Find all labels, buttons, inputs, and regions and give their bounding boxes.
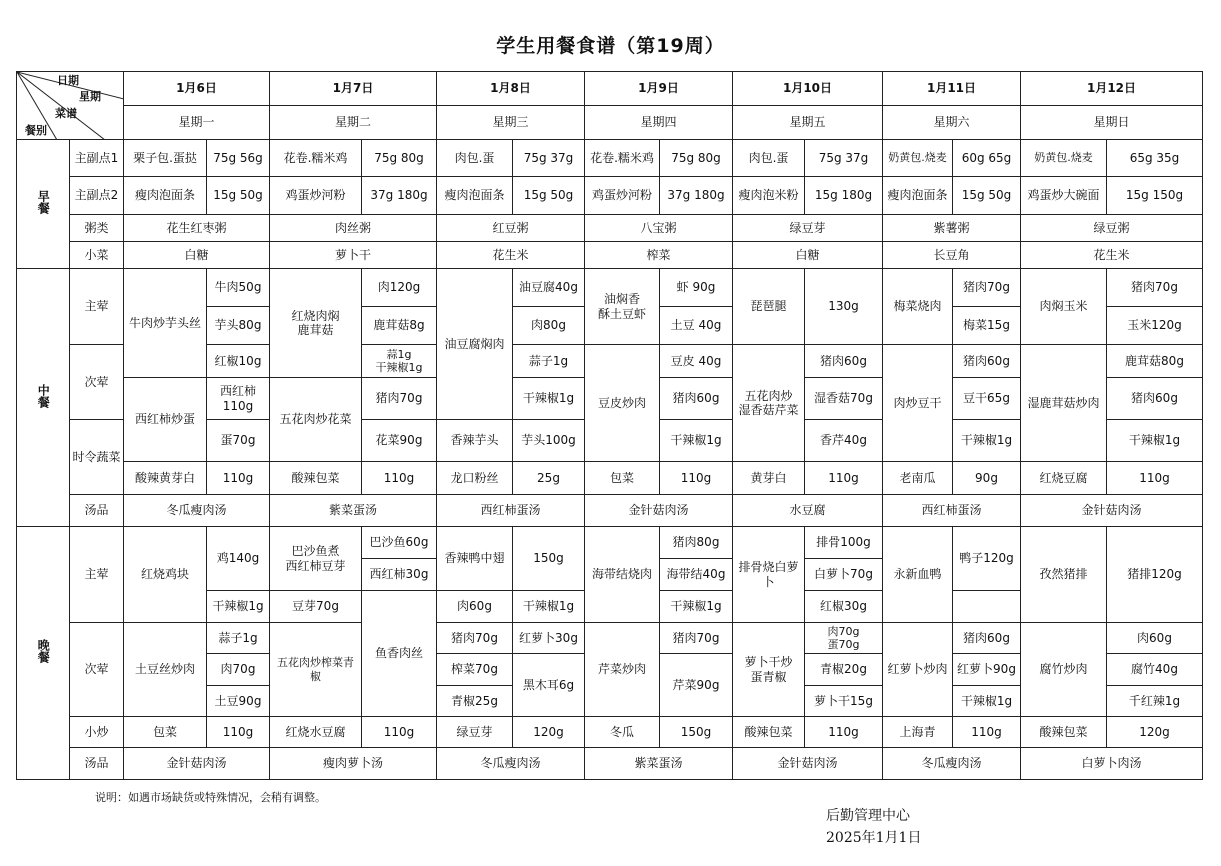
qty-cell: 青椒20g bbox=[805, 654, 883, 686]
qty-cell: 蛋70g bbox=[207, 420, 270, 462]
soup-cell: 西红柿蛋汤 bbox=[883, 495, 1021, 527]
qty-cell: 75g 80g bbox=[660, 140, 733, 177]
corner-cell bbox=[17, 72, 124, 140]
qty-cell: 豆干65g bbox=[953, 378, 1021, 420]
qty-cell: 猪肉70g bbox=[1107, 269, 1203, 307]
qty-cell: 梅菜15g bbox=[953, 307, 1021, 345]
dish-cell: 梅菜烧肉 bbox=[883, 269, 953, 345]
category-label: 汤品 bbox=[70, 748, 124, 780]
qty-cell: 150g bbox=[660, 717, 733, 748]
dish-cell: 鸡蛋炒河粉 bbox=[270, 177, 362, 215]
dish-cell: 瘦肉泡面条 bbox=[124, 177, 207, 215]
dish-cell: 五花肉炒榨菜青 椒 bbox=[270, 623, 362, 717]
porridge-cell: 花生红枣粥 bbox=[124, 215, 270, 242]
dish-cell: 红烧鸡块 bbox=[124, 527, 207, 623]
weekday-cell: 星期四 bbox=[585, 106, 733, 140]
qty-cell: 芹菜90g bbox=[660, 654, 733, 717]
qty-cell: 西红柿110g bbox=[207, 378, 270, 420]
soup-cell: 冬瓜瘦肉汤 bbox=[437, 748, 585, 780]
qty-cell: 干辣椒1g bbox=[513, 378, 585, 420]
qty-cell: 豆芽70g bbox=[270, 591, 362, 623]
dish-cell: 瘦肉泡米粉 bbox=[733, 177, 805, 215]
side-cell: 萝卜干 bbox=[270, 242, 437, 269]
side-cell: 白糖 bbox=[124, 242, 270, 269]
dish-cell: 海带结烧肉 bbox=[585, 527, 660, 623]
dish-cell: 酸辣包菜 bbox=[733, 717, 805, 748]
qty-cell: 110g bbox=[953, 717, 1021, 748]
date-cell: 1月8日 bbox=[437, 72, 585, 106]
qty-cell: 牛肉50g bbox=[207, 269, 270, 307]
category-label: 次荤 bbox=[70, 623, 124, 717]
qty-cell: 猪肉80g bbox=[660, 527, 733, 559]
dish-cell: 上海青 bbox=[883, 717, 953, 748]
qty-cell: 15g 150g bbox=[1107, 177, 1203, 215]
dish-cell: 红烧水豆腐 bbox=[270, 717, 362, 748]
qty-cell: 猪肉60g bbox=[953, 345, 1021, 378]
qty-cell: 虾 90g bbox=[660, 269, 733, 307]
qty-cell: 红萝卜90g bbox=[953, 654, 1021, 686]
corner-meal-label: 餐别 bbox=[25, 124, 47, 137]
menu-table bbox=[16, 71, 1203, 780]
qty-cell: 海带结40g bbox=[660, 559, 733, 591]
dish-cell: 冬瓜 bbox=[585, 717, 660, 748]
qty-cell: 干辣椒1g bbox=[953, 420, 1021, 462]
porridge-cell: 红豆粥 bbox=[437, 215, 585, 242]
qty-cell: 75g 56g bbox=[207, 140, 270, 177]
qty-cell: 15g 50g bbox=[953, 177, 1021, 215]
soup-cell: 紫菜蛋汤 bbox=[585, 748, 733, 780]
side-cell: 白糖 bbox=[733, 242, 883, 269]
weekday-cell: 星期五 bbox=[733, 106, 883, 140]
qty-cell: 75g 37g bbox=[513, 140, 585, 177]
soup-cell: 白萝卜肉汤 bbox=[1021, 748, 1203, 780]
dish-cell: 五花肉炒 湿香菇芹菜 bbox=[733, 345, 805, 462]
dish-cell: 西红柿炒蛋 bbox=[124, 378, 207, 462]
qty-cell: 肉120g bbox=[362, 269, 437, 307]
dish-cell: 鱼香肉丝 bbox=[362, 591, 437, 717]
qty-cell: 75g 80g bbox=[362, 140, 437, 177]
dish-cell: 芹菜炒肉 bbox=[585, 623, 660, 717]
soup-cell: 西红柿蛋汤 bbox=[437, 495, 585, 527]
weekday-cell: 星期二 bbox=[270, 106, 437, 140]
dish-cell: 老南瓜 bbox=[883, 462, 953, 495]
porridge-cell: 绿豆芽 bbox=[733, 215, 883, 242]
qty-cell: 芋头80g bbox=[207, 307, 270, 345]
qty-cell: 青椒25g bbox=[437, 686, 513, 717]
qty-cell: 红椒30g bbox=[805, 591, 883, 623]
qty-cell: 110g bbox=[805, 462, 883, 495]
qty-cell: 萝卜干15g bbox=[805, 686, 883, 717]
dish-cell: 瘦肉泡面条 bbox=[883, 177, 953, 215]
category-label: 时令蔬菜 bbox=[70, 420, 124, 495]
qty-cell: 25g bbox=[513, 462, 585, 495]
qty-cell: 65g 35g bbox=[1107, 140, 1203, 177]
weekday-cell: 星期六 bbox=[883, 106, 1021, 140]
dish-cell: 孜然猪排 bbox=[1021, 527, 1107, 623]
footer-org: 后勤管理中心 bbox=[826, 808, 910, 824]
dish-cell: 牛肉炒芋头丝 bbox=[124, 269, 207, 378]
dish-cell: 巴沙鱼煮 西红柿豆芽 bbox=[270, 527, 362, 591]
qty-cell: 120g bbox=[1107, 717, 1203, 748]
qty-cell: 15g 50g bbox=[513, 177, 585, 215]
note-text: 说明：如遇市场缺货或特殊情况，会稍有调整。 bbox=[95, 791, 326, 804]
dish-cell: 花卷.糯米鸡 bbox=[270, 140, 362, 177]
category-label: 次荤 bbox=[70, 345, 124, 420]
qty-cell: 110g bbox=[207, 462, 270, 495]
qty-cell: 土豆 40g bbox=[660, 307, 733, 345]
date-cell: 1月12日 bbox=[1021, 72, 1203, 106]
dish-cell: 栗子包.蛋挞 bbox=[124, 140, 207, 177]
qty-cell: 干辣椒1g bbox=[1107, 420, 1203, 462]
qty-cell: 110g bbox=[362, 717, 437, 748]
side-cell: 榨菜 bbox=[585, 242, 733, 269]
qty-cell: 干辣椒1g bbox=[513, 591, 585, 623]
qty-cell: 红萝卜30g bbox=[513, 623, 585, 654]
dish-cell: 永新血鸭 bbox=[883, 527, 953, 623]
dish-cell: 花卷.糯米鸡 bbox=[585, 140, 660, 177]
dish-cell: 奶黄包.烧麦 bbox=[883, 140, 953, 177]
soup-cell: 冬瓜瘦肉汤 bbox=[883, 748, 1021, 780]
dish-cell: 龙口粉丝 bbox=[437, 462, 513, 495]
side-cell: 花生米 bbox=[437, 242, 585, 269]
dish-cell: 五花肉炒花菜 bbox=[270, 378, 362, 462]
qty-cell: 110g bbox=[362, 462, 437, 495]
meal-label-dinner: 晚餐 bbox=[17, 527, 70, 780]
qty-cell: 肉60g bbox=[437, 591, 513, 623]
qty-cell: 干辣椒1g bbox=[953, 686, 1021, 717]
qty-cell: 干辣椒1g bbox=[660, 591, 733, 623]
qty-cell: 黑木耳6g bbox=[513, 654, 585, 717]
qty-cell: 蒜1g 干辣椒1g bbox=[362, 345, 437, 378]
qty-cell: 肉80g bbox=[513, 307, 585, 345]
qty-cell: 土豆90g bbox=[207, 686, 270, 717]
qty-cell: 花菜90g bbox=[362, 420, 437, 462]
category-label: 主荤 bbox=[70, 527, 124, 623]
porridge-cell: 肉丝粥 bbox=[270, 215, 437, 242]
qty-cell: 猪肉60g bbox=[1107, 378, 1203, 420]
soup-cell: 金针菇肉汤 bbox=[733, 748, 883, 780]
footer-date: 2025年1月1日 bbox=[826, 830, 922, 846]
dish-cell: 香辣鸭中翅 bbox=[437, 527, 513, 591]
qty-cell: 鸭子120g bbox=[953, 527, 1021, 591]
category-label: 小菜 bbox=[70, 242, 124, 269]
qty-cell: 150g bbox=[513, 527, 585, 591]
qty-cell: 110g bbox=[805, 717, 883, 748]
qty-cell: 芋头100g bbox=[513, 420, 585, 462]
dish-cell: 香辣芋头 bbox=[437, 420, 513, 462]
weekday-cell: 星期日 bbox=[1021, 106, 1203, 140]
qty-cell: 红椒10g bbox=[207, 345, 270, 378]
qty-cell: 蒜子1g bbox=[207, 623, 270, 654]
qty-cell: 90g bbox=[953, 462, 1021, 495]
qty-cell: 110g bbox=[207, 717, 270, 748]
qty-cell: 鸡140g bbox=[207, 527, 270, 591]
qty-cell: 巴沙鱼60g bbox=[362, 527, 437, 559]
qty-cell: 110g bbox=[1107, 462, 1203, 495]
porridge-cell: 绿豆粥 bbox=[1021, 215, 1203, 242]
dish-cell: 包菜 bbox=[124, 717, 207, 748]
qty-cell: 120g bbox=[513, 717, 585, 748]
soup-cell: 紫菜蛋汤 bbox=[270, 495, 437, 527]
dish-cell: 红烧豆腐 bbox=[1021, 462, 1107, 495]
soup-cell: 金针菇肉汤 bbox=[1021, 495, 1203, 527]
qty-cell: 110g bbox=[660, 462, 733, 495]
dish-cell: 肉包.蛋 bbox=[733, 140, 805, 177]
qty-cell: 猪排120g bbox=[1107, 527, 1203, 623]
weekday-cell: 星期一 bbox=[124, 106, 270, 140]
qty-cell: 豆皮 40g bbox=[660, 345, 733, 378]
dish-cell: 肉焖玉米 bbox=[1021, 269, 1107, 345]
qty-cell: 75g 37g bbox=[805, 140, 883, 177]
qty-cell: 猪肉70g bbox=[437, 623, 513, 654]
date-cell: 1月10日 bbox=[733, 72, 883, 106]
dish-cell: 油豆腐焖肉 bbox=[437, 269, 513, 420]
page-title: 学生用餐食谱（第19周） bbox=[496, 35, 725, 57]
category-label: 汤品 bbox=[70, 495, 124, 527]
weekday-cell: 星期三 bbox=[437, 106, 585, 140]
category-label: 小炒 bbox=[70, 717, 124, 748]
qty-cell: 肉70g 蛋70g bbox=[805, 623, 883, 654]
qty-cell: 猪肉70g bbox=[362, 378, 437, 420]
soup-cell: 金针菇肉汤 bbox=[585, 495, 733, 527]
dish-cell: 鸡蛋炒河粉 bbox=[585, 177, 660, 215]
qty-cell: 干辣椒1g bbox=[660, 420, 733, 462]
qty-cell: 15g 50g bbox=[207, 177, 270, 215]
category-label: 主副点1 bbox=[70, 140, 124, 177]
qty-cell: 猪肉70g bbox=[660, 623, 733, 654]
dish-cell: 绿豆芽 bbox=[437, 717, 513, 748]
dish-cell: 红萝卜炒肉 bbox=[883, 623, 953, 717]
qty-cell: 蒜子1g bbox=[513, 345, 585, 378]
dish-cell: 豆皮炒肉 bbox=[585, 345, 660, 462]
qty-cell: 千红辣1g bbox=[1107, 686, 1203, 717]
qty-cell: 鹿茸菇80g bbox=[1107, 345, 1203, 378]
side-cell: 花生米 bbox=[1021, 242, 1203, 269]
qty-cell: 鹿茸菇8g bbox=[362, 307, 437, 345]
side-cell: 长豆角 bbox=[883, 242, 1021, 269]
qty-cell: 130g bbox=[805, 269, 883, 345]
qty-cell: 猪肉60g bbox=[805, 345, 883, 378]
dish-cell: 肉包.蛋 bbox=[437, 140, 513, 177]
dish-cell: 琵琶腿 bbox=[733, 269, 805, 345]
qty-cell: 猪肉60g bbox=[953, 623, 1021, 654]
dish-cell: 酸辣包菜 bbox=[270, 462, 362, 495]
qty-cell: 15g 180g bbox=[805, 177, 883, 215]
qty-cell: 干辣椒1g bbox=[207, 591, 270, 623]
qty-cell: 油豆腐40g bbox=[513, 269, 585, 307]
qty-cell: 西红柿30g bbox=[362, 559, 437, 591]
dish-cell: 土豆丝炒肉 bbox=[124, 623, 207, 717]
date-cell: 1月7日 bbox=[270, 72, 437, 106]
soup-cell: 金针菇肉汤 bbox=[124, 748, 270, 780]
dish-cell: 萝卜干炒 蛋青椒 bbox=[733, 623, 805, 717]
dish-cell: 红烧肉焖 鹿茸菇 bbox=[270, 269, 362, 378]
corner-date-label: 日期 bbox=[57, 74, 79, 87]
qty-cell: 排骨100g bbox=[805, 527, 883, 559]
dish-cell: 湿鹿茸菇炒肉 bbox=[1021, 345, 1107, 462]
date-cell: 1月6日 bbox=[124, 72, 270, 106]
dish-cell: 肉炒豆干 bbox=[883, 345, 953, 462]
porridge-cell: 紫薯粥 bbox=[883, 215, 1021, 242]
qty-cell: 37g 180g bbox=[660, 177, 733, 215]
qty-cell: 37g 180g bbox=[362, 177, 437, 215]
soup-cell: 水豆腐 bbox=[733, 495, 883, 527]
dish-cell: 奶黄包.烧麦 bbox=[1021, 140, 1107, 177]
qty-cell: 猪肉60g bbox=[660, 378, 733, 420]
dish-cell: 黄芽白 bbox=[733, 462, 805, 495]
dish-cell: 鸡蛋炒大碗面 bbox=[1021, 177, 1107, 215]
soup-cell: 瘦肉萝卜汤 bbox=[270, 748, 437, 780]
dish-cell: 酸辣包菜 bbox=[1021, 717, 1107, 748]
dish-cell: 油焖香 酥土豆虾 bbox=[585, 269, 660, 345]
qty-cell: 湿香菇70g bbox=[805, 378, 883, 420]
qty-cell: 肉60g bbox=[1107, 623, 1203, 654]
qty-cell: 肉70g bbox=[207, 654, 270, 686]
qty-cell: 猪肉70g bbox=[953, 269, 1021, 307]
dish-cell: 酸辣黄芽白 bbox=[124, 462, 207, 495]
dish-cell: 腐竹炒肉 bbox=[1021, 623, 1107, 717]
porridge-cell: 八宝粥 bbox=[585, 215, 733, 242]
category-label: 主荤 bbox=[70, 269, 124, 345]
dish-cell: 瘦肉泡面条 bbox=[437, 177, 513, 215]
meal-label-breakfast: 早餐 bbox=[17, 140, 70, 269]
category-label: 主副点2 bbox=[70, 177, 124, 215]
qty-cell: 白萝卜70g bbox=[805, 559, 883, 591]
dish-cell: 排骨烧白萝 卜 bbox=[733, 527, 805, 623]
date-cell: 1月11日 bbox=[883, 72, 1021, 106]
qty-cell: 60g 65g bbox=[953, 140, 1021, 177]
corner-week-label: 星期 bbox=[79, 90, 101, 103]
corner-menu-label: 菜谱 bbox=[55, 107, 77, 120]
soup-cell: 冬瓜瘦肉汤 bbox=[124, 495, 270, 527]
meal-label-lunch: 中餐 bbox=[17, 269, 70, 527]
dish-cell: 包菜 bbox=[585, 462, 660, 495]
qty-cell: 香芹40g bbox=[805, 420, 883, 462]
qty-cell: 榨菜70g bbox=[437, 654, 513, 686]
qty-cell: 腐竹40g bbox=[1107, 654, 1203, 686]
date-cell: 1月9日 bbox=[585, 72, 733, 106]
qty-cell: 玉米120g bbox=[1107, 307, 1203, 345]
category-label: 粥类 bbox=[70, 215, 124, 242]
